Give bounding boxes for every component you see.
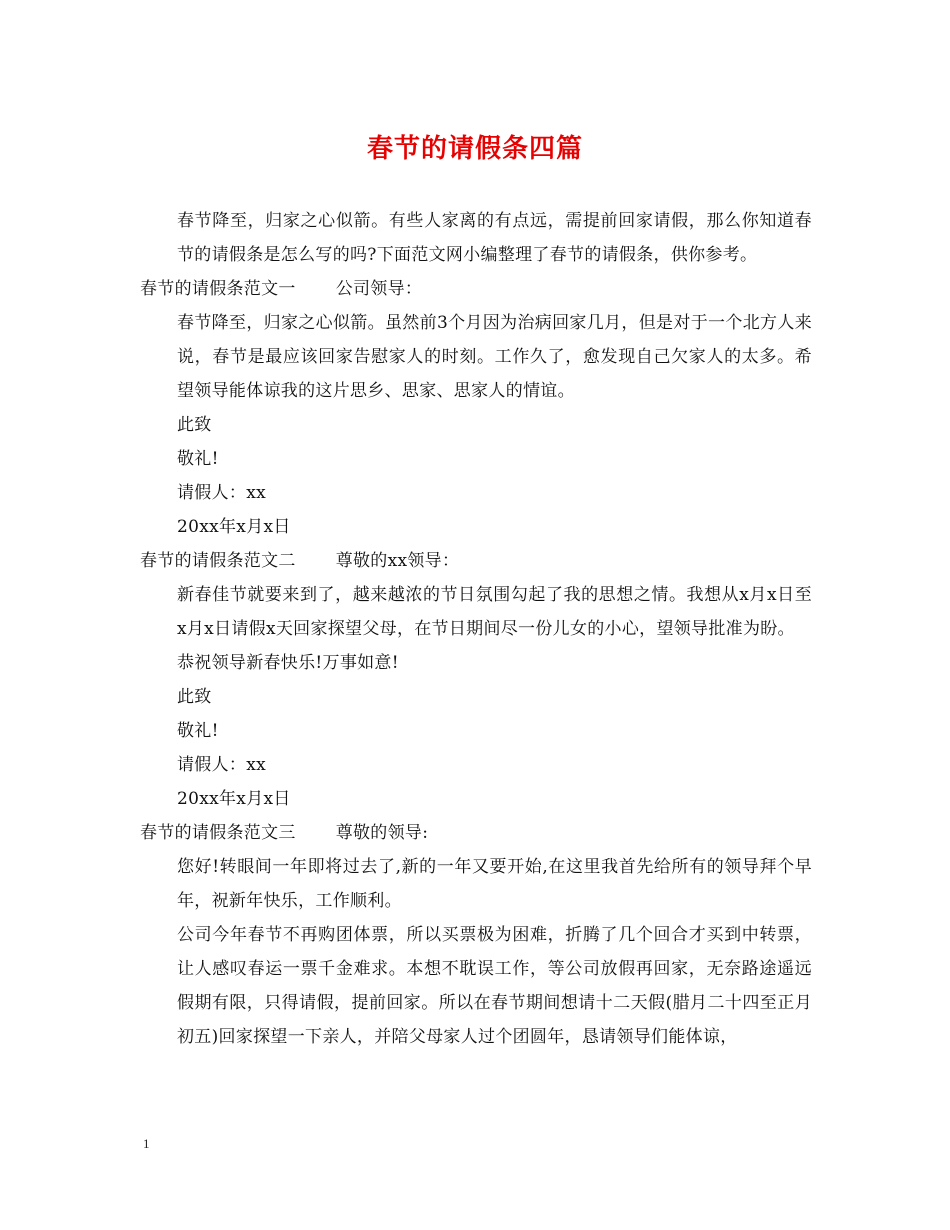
sample-title: 春节的请假条范文一 <box>140 279 296 299</box>
wish-line: 恭祝领导新春快乐!万事如意! <box>177 653 399 673</box>
signer-line: 请假人：xx <box>177 755 266 775</box>
document-body <box>140 204 812 1054</box>
document-title: 春节的请假条四篇 <box>366 134 583 164</box>
salutation: 尊敬的领导: <box>335 823 429 843</box>
sample-heading-2 <box>140 544 812 578</box>
closing-line: 此致 <box>177 415 212 435</box>
sample-title: 春节的请假条范文二 <box>140 551 296 571</box>
signer-line: 请假人：xx <box>177 483 266 503</box>
closing-line: 敬礼! <box>177 449 219 469</box>
sample-body-1: 春节降至，归家之心似箭。虽然前3个月因为治病回家几月，但是对于一个北方人来说，春节是最应该回家告慰家人的时刻。工作久了，愈发现自己欠家人的太多。希望领导能体谅我的这片思乡、思家、思家人的情谊。 <box>177 313 812 401</box>
sample-heading-1 <box>140 272 812 306</box>
sample-title: 春节的请假条范文三 <box>140 823 296 843</box>
sample-body-3b: 公司今年春节不再购团体票，所以买票极为困难，折腾了几个回合才买到中转票，让人感叹春运一票千金难求。本想不耽误工作，等公司放假再回家，无奈路途遥远假期有限，只得请假，提前回家。所以在春节期间想请十二天假(腊月二十四至正月初五)回家探望一下亲人，并陪父母家人过个团圆年，恳请领导们能体谅， <box>177 925 812 1047</box>
sample-body-3: 您好!转眼间一年即将过去了,新的一年又要开始,在这里我首先给所有的领导拜个早年，祝新年快乐，工作顺利。 <box>177 857 812 911</box>
date-line: 20xx年x月x日 <box>177 789 291 809</box>
closing-line: 此致 <box>177 687 212 707</box>
sample-body-2: 新春佳节就要来到了，越来越浓的节日氛围勾起了我的思想之情。我想从x月x日至x月x日请假x天回家探望父母，在节日期间尽一份儿女的小心，望领导批准为盼。 <box>177 585 812 639</box>
salutation: 尊敬的xx领导： <box>335 551 460 571</box>
sample-heading-3 <box>140 816 812 850</box>
date-line: 20xx年x月x日 <box>177 517 291 537</box>
closing-line: 敬礼! <box>177 721 219 741</box>
salutation: 公司领导： <box>335 279 423 299</box>
page-number: 1 <box>143 1136 150 1151</box>
intro-paragraph: 春节降至，归家之心似箭。有些人家离的有点远，需提前回家请假，那么你知道春节的请假条是怎么写的吗?下面范文网小编整理了春节的请假条，供你参考。 <box>177 211 812 265</box>
